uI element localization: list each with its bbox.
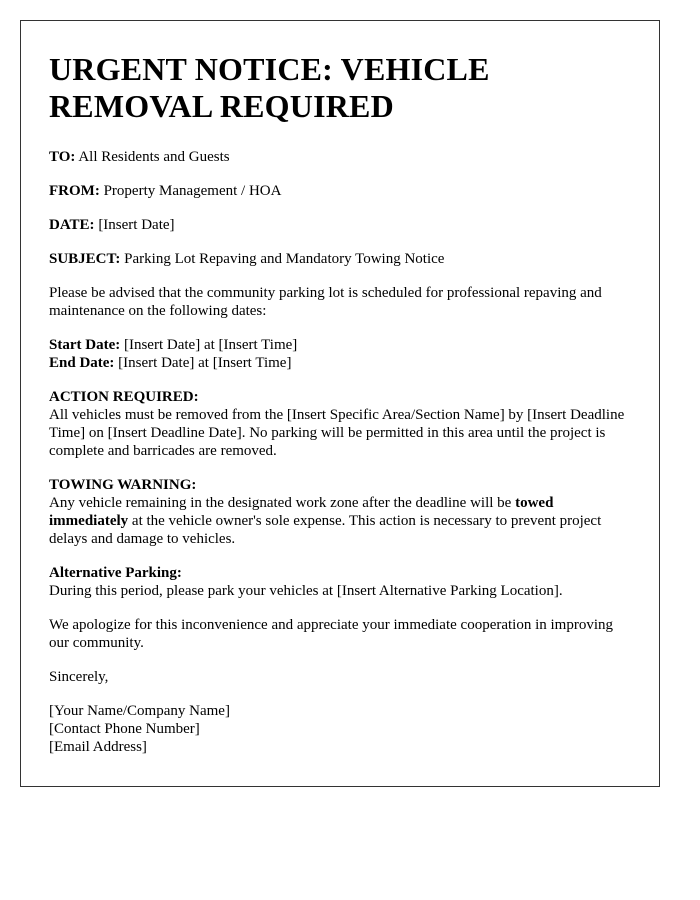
from-label: FROM: (49, 183, 100, 199)
to-value: All Residents and Guests (78, 149, 230, 165)
towing-section (49, 476, 631, 548)
notice-title: URGENT NOTICE: VEHICLE REMOVAL REQUIRED (49, 51, 490, 124)
action-heading: ACTION REQUIRED: (49, 389, 199, 405)
end-date-label: End Date: (49, 355, 115, 371)
to-label: TO: (49, 149, 76, 165)
notice-document (20, 20, 660, 787)
signature-email: [Email Address] (49, 739, 147, 755)
end-date-line (49, 354, 631, 372)
end-date-value: [Insert Date] at [Insert Time] (118, 355, 292, 371)
action-text: All vehicles must be removed from the [Insert Specific Area/Section Name] by [Insert Deadline Time] on [Insert Deadline Date]. No parking will be permitted in this area until the project is complete and barricades are removed. (49, 407, 625, 459)
to-line (49, 148, 631, 166)
towing-text-after: at the vehicle owner's sole expense. This action is necessary to prevent project delays and damage to vehicles. (49, 513, 602, 547)
subject-value: Parking Lot Repaving and Mandatory Towing Notice (124, 251, 445, 267)
alternative-parking-text: During this period, please park your vehicles at [Insert Alternative Parking Location]. (49, 583, 563, 599)
alternative-parking-section (49, 564, 631, 600)
subject-line (49, 250, 631, 268)
towing-heading: TOWING WARNING: (49, 477, 197, 493)
closing-line: Sincerely, (49, 669, 109, 685)
date-value: [Insert Date] (98, 217, 175, 233)
date-label: DATE: (49, 217, 95, 233)
from-value: Property Management / HOA (103, 183, 282, 199)
towing-text-before: Any vehicle remaining in the designated work zone after the deadline will be (49, 495, 512, 511)
start-date-line (49, 336, 631, 354)
action-section (49, 388, 631, 460)
apology-paragraph: We apologize for this inconvenience and appreciate your immediate cooperation in improving our community. (49, 617, 614, 651)
towing-text-bold: towed immediately (49, 495, 554, 529)
start-date-value: [Insert Date] at [Insert Time] (123, 337, 298, 353)
subject-label: SUBJECT: (49, 251, 121, 267)
signature-phone: [Contact Phone Number] (49, 721, 200, 737)
date-line (49, 216, 631, 234)
signature-name: [Your Name/Company Name] (49, 703, 230, 719)
from-line (49, 182, 631, 200)
alternative-parking-heading: Alternative Parking: (49, 565, 182, 581)
signature-block (49, 702, 631, 756)
intro-paragraph: Please be advised that the community parking lot is scheduled for professional repaving and maintenance on the following dates: (49, 285, 602, 319)
dates-block (49, 336, 631, 372)
start-date-label: Start Date: (49, 337, 121, 353)
